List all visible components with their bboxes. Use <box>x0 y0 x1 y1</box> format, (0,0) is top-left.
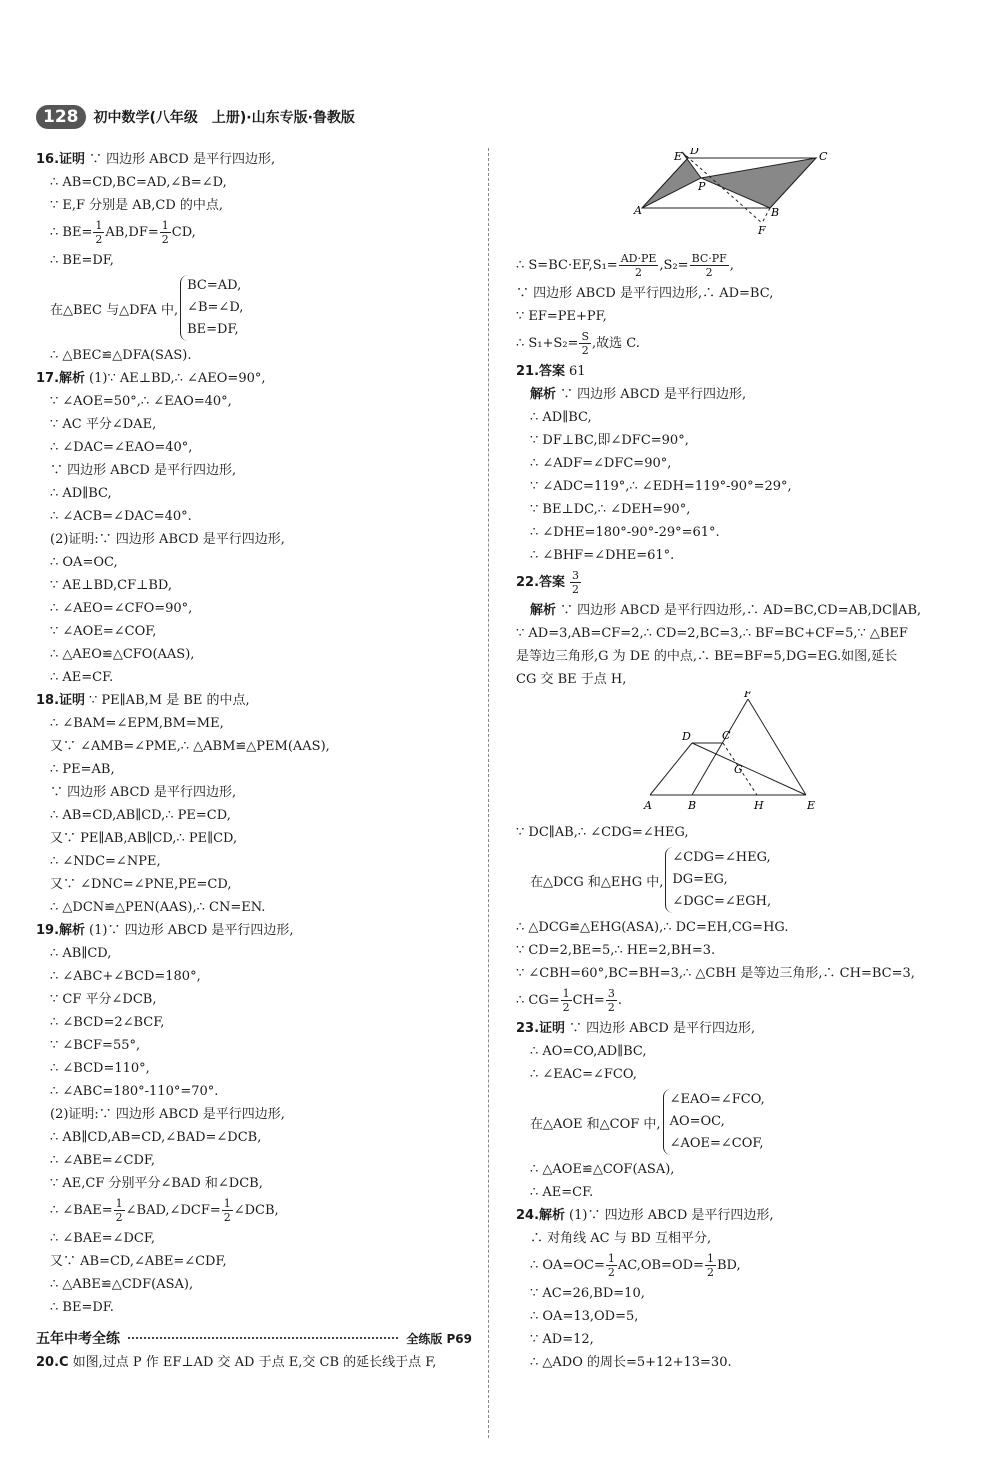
q20-label: 20.C <box>36 1355 69 1370</box>
eq: BC=AD, <box>187 278 242 293</box>
line: (2)证明:∵ 四边形 ABCD 是平行四边形, <box>50 1107 285 1122</box>
label-c: C <box>819 150 828 163</box>
q16-label: 16.证明 <box>36 152 86 167</box>
line: ∵ AC 平分∠DAE, <box>50 417 157 432</box>
q16-line2: ∴ AB=CD,BC=AD,∠B=∠D, <box>50 175 227 190</box>
line: ∵ AE⊥BD,CF⊥BD, <box>50 578 172 593</box>
line: ∴ ∠ABE=∠CDF, <box>50 1153 156 1168</box>
left-column <box>36 148 472 1374</box>
q21-label: 21.答案 <box>516 364 566 379</box>
line: 是等边三角形,G 为 DE 的中点,∴ BE=BF=5,DG=EG.如图,延长 <box>516 649 898 664</box>
line: ∴ ∠DHE=180°-90°-29°=61°. <box>530 525 720 540</box>
num: 3 <box>572 569 580 582</box>
eq: ∠B=∠D, <box>187 300 244 315</box>
line-fe <box>748 699 806 795</box>
text: . <box>617 993 622 1008</box>
fraction <box>606 987 617 1014</box>
text: ∵ PE∥AB,M 是 BE 的中点, <box>89 693 250 708</box>
num: AD·PE <box>620 252 657 265</box>
label-a: A <box>634 204 642 217</box>
line: ∴ ∠BAE=∠DCF, <box>50 1231 156 1246</box>
book-title: 初中数学(八年级 上册)·山东专版·鲁教版 <box>93 110 355 126</box>
text: ∵ 四边形 ABCD 是平行四边形, <box>89 152 276 167</box>
q21-line1 <box>516 383 976 406</box>
line: 又∵ PE∥AB,AB∥CD,∴ PE∥CD, <box>50 831 238 846</box>
line: ∴ ∠DAC=∠EAO=40°, <box>50 440 193 455</box>
line: CG 交 BE 于点 H, <box>516 672 627 687</box>
line: 又∵ ∠DNC=∠PNE,PE=CD, <box>50 877 232 892</box>
den: 2 <box>562 1001 570 1014</box>
q22-answer <box>516 567 976 599</box>
line: ∴ ∠BCD=2∠BCF, <box>50 1015 165 1030</box>
line: ∴ OA=OC, <box>50 555 118 570</box>
num: 1 <box>607 1252 615 1265</box>
line: ∴ △AOE≌△COF(ASA), <box>530 1162 675 1177</box>
den: 2 <box>705 266 713 279</box>
q17-line1 <box>36 367 472 390</box>
text: ∴ S₁+S₂= <box>516 336 579 351</box>
line: ∴ ∠ACB=∠DAC=40°. <box>50 509 192 524</box>
text: 如图,过点 P 作 EF⊥AD 交 AD 于点 E,交 CB 的延长线于点 F, <box>72 1355 437 1370</box>
text: BD, <box>716 1258 741 1273</box>
text: AC,OB=OD= <box>617 1258 704 1273</box>
text: (1)∵ AE⊥BD,∴ ∠AEO=90°, <box>89 371 266 386</box>
text: AB,DF= <box>105 225 159 240</box>
den: 2 <box>581 344 589 357</box>
line: ∴ ∠NDC=∠NPE, <box>50 854 161 869</box>
line-de <box>692 743 806 795</box>
q16-system <box>36 272 472 344</box>
fraction <box>579 330 591 357</box>
line: ∵ CD=2,BE=5,∴ HE=2,BH=3. <box>516 943 716 958</box>
num: 1 <box>562 987 570 1000</box>
text: CD, <box>171 225 196 240</box>
eq: BE=DF, <box>187 322 239 337</box>
q22-label: 22.答案 <box>516 575 566 590</box>
q16-line3: ∵ E,F 分别是 AB,CD 的中点, <box>50 198 224 213</box>
figure-parallelogram-p <box>516 148 976 246</box>
line: ∴ ∠BCD=110°, <box>50 1061 150 1076</box>
fraction <box>114 1197 125 1224</box>
q22-fraction-line <box>516 985 976 1017</box>
num: S <box>581 330 589 343</box>
den: 2 <box>607 1001 615 1014</box>
line: ∵ ∠AOE=∠COF, <box>50 624 157 639</box>
q18-line1 <box>36 689 472 712</box>
eq: ∠DGC=∠EGH, <box>672 894 772 909</box>
fraction <box>561 987 572 1014</box>
q23-label: 23.证明 <box>516 1021 566 1036</box>
den: 2 <box>706 1266 714 1279</box>
shaded-triangle-2 <box>701 158 816 208</box>
line: ∵ 四边形 ABCD 是平行四边形, <box>50 463 237 478</box>
label-f: F <box>744 691 752 700</box>
text: ∴ ∠BAE= <box>50 1203 113 1218</box>
answer: 61 <box>569 364 586 379</box>
q21-answer <box>516 360 976 383</box>
label-b: B <box>688 799 697 812</box>
den: 2 <box>115 1211 123 1224</box>
line: ∴ AD∥BC, <box>50 486 112 501</box>
line: ∵ 四边形 ABCD 是平行四边形,∴ AD=BC, <box>516 286 774 301</box>
line: ∴ AO=CO,AD∥BC, <box>530 1044 647 1059</box>
analysis-label: 解析 <box>530 603 557 618</box>
text: CH= <box>572 993 605 1008</box>
line: 又∵ ∠AMB=∠PME,∴ △ABM≌△PEM(AAS), <box>50 739 330 754</box>
extension-cb <box>762 208 770 223</box>
num: 1 <box>115 1197 123 1210</box>
text: ,S₂= <box>659 258 689 273</box>
q24-line1 <box>516 1204 976 1227</box>
den: 2 <box>161 233 169 246</box>
q23-system <box>516 1086 976 1158</box>
text: ∴ OA=OC= <box>530 1258 605 1273</box>
line: ∴ AE=CF. <box>530 1185 594 1200</box>
line: ∵ ∠ADC=119°,∴ ∠EDH=119°-90°=29°, <box>530 479 792 494</box>
q24-label: 24.解析 <box>516 1208 566 1223</box>
line: ∴ AD∥BC, <box>530 410 592 425</box>
line: ∴ AB∥CD, <box>50 946 112 961</box>
brace <box>665 847 771 913</box>
q16-line4 <box>36 217 472 249</box>
section-ref: 全练版 P69 <box>406 1331 472 1346</box>
q16-line1 <box>36 148 472 171</box>
label-e: E <box>674 150 683 163</box>
brace <box>180 275 243 341</box>
label-d: D <box>690 148 699 157</box>
text: 在△AOE 和△COF 中, <box>530 1116 661 1132</box>
line: ∵ EF=PE+PF, <box>516 309 607 324</box>
text: , <box>729 258 734 273</box>
fraction <box>705 1252 716 1279</box>
section-header <box>36 1325 472 1351</box>
line: ∴ PE=AB, <box>50 762 115 777</box>
text: ∵ 四边形 ABCD 是平行四边形,∴ AD=BC,CD=AB,DC∥AB, <box>560 603 922 618</box>
fraction <box>160 219 171 246</box>
line: (2)证明:∵ 四边形 ABCD 是平行四边形, <box>50 532 285 547</box>
label-e: E <box>807 799 816 812</box>
fraction <box>619 252 659 279</box>
column-divider <box>488 148 489 1438</box>
fraction <box>690 252 729 279</box>
label-f: F <box>758 224 766 237</box>
label-g: G <box>734 763 743 776</box>
brace <box>663 1089 765 1155</box>
eq: ∠EAO=∠FCO, <box>669 1092 765 1107</box>
line: ∴ ∠ABC=180°-110°=70°. <box>50 1084 219 1099</box>
fraction <box>222 1197 233 1224</box>
section-title: 五年中考全练 <box>36 1331 120 1347</box>
line: ∴ ∠ABC+∠BCD=180°, <box>50 969 201 984</box>
num: BC·PF <box>691 252 727 265</box>
q20-sum-line <box>516 328 976 360</box>
text: 在△BEC 与△DFA 中, <box>50 302 179 318</box>
line: ∵ BE⊥DC,∴ ∠DEH=90°, <box>530 502 691 517</box>
label-h: H <box>754 799 764 812</box>
text: (1)∵ 四边形 ABCD 是平行四边形, <box>569 1208 774 1223</box>
line: ∴ △ABE≌△CDF(ASA), <box>50 1277 194 1292</box>
text: ∠BAD,∠DCF= <box>125 1203 221 1218</box>
fraction <box>93 219 104 246</box>
q18-label: 18.证明 <box>36 693 86 708</box>
den: 2 <box>95 233 103 246</box>
text: 在△DCG 和△EHG 中, <box>530 874 664 890</box>
line: ∵ DF⊥BC,即∠DFC=90°, <box>530 433 689 448</box>
page-number: 128 <box>36 105 86 129</box>
line: ∴ ∠EAC=∠FCO, <box>530 1067 637 1082</box>
q24-fraction-line <box>516 1250 976 1282</box>
num: 1 <box>161 219 169 232</box>
den: 2 <box>607 1266 615 1279</box>
line: ∴ ∠ADF=∠DFC=90°, <box>530 456 672 471</box>
q22-system <box>516 844 976 916</box>
den: 2 <box>572 583 580 596</box>
q16-line6: ∴ △BEC≌△DFA(SAS). <box>50 348 192 363</box>
text: ∴ S=BC·EF,S₁= <box>516 258 618 273</box>
q23-line1 <box>516 1017 976 1040</box>
right-column <box>516 148 976 1374</box>
label-c: C <box>722 729 731 742</box>
num: 1 <box>223 1197 231 1210</box>
text: ∵ 四边形 ABCD 是平行四边形, <box>569 1021 756 1036</box>
eq: DG=EG, <box>672 872 728 887</box>
q19-fraction-line <box>36 1195 472 1227</box>
eq: ∠CDG=∠HEG, <box>672 850 771 865</box>
page-header <box>36 104 355 130</box>
line: ∴ △AEO≌△CFO(AAS), <box>50 647 195 662</box>
q20-line1 <box>36 1351 472 1374</box>
eq: ∠AOE=∠COF, <box>669 1136 764 1151</box>
line: ∴ ∠BAM=∠EPM,BM=ME, <box>50 716 224 731</box>
q16-line5: ∴ BE=DF, <box>50 253 114 268</box>
line: ∵ AD=12, <box>530 1332 594 1347</box>
line: 又∵ AB=CD,∠ABE=∠CDF, <box>50 1254 227 1269</box>
q20-area-line <box>516 250 976 282</box>
text: ∵ 四边形 ABCD 是平行四边形, <box>560 387 747 402</box>
label-a: A <box>644 799 652 812</box>
label-d: D <box>682 730 691 743</box>
line: ∵ ∠AOE=50°,∴ ∠EAO=40°, <box>50 394 232 409</box>
den: 2 <box>635 266 643 279</box>
line: ∴ ∠BHF=∠DHE=61°. <box>530 548 675 563</box>
num: 1 <box>706 1252 714 1265</box>
eq: AO=OC, <box>669 1114 725 1129</box>
line-ad <box>650 743 692 795</box>
line: ∴ BE=DF. <box>50 1300 114 1315</box>
line: ∵ ∠BCF=55°, <box>50 1038 141 1053</box>
q19-label: 19.解析 <box>36 923 86 938</box>
line: ∴ △DCN≌△PEN(AAS),∴ CN=EN. <box>50 900 266 915</box>
q17-label: 17.解析 <box>36 371 86 386</box>
line: ∵ AD=3,AB=CF=2,∴ CD=2,BC=3,∴ BF=BC+CF=5,∵ △BEF <box>516 626 908 641</box>
line: ∵ DC∥AB,∴ ∠CDG=∠HEG, <box>516 825 689 840</box>
fraction <box>606 1252 617 1279</box>
line: ∴ AE=CF. <box>50 670 114 685</box>
line: ∵ AC=26,BD=10, <box>530 1286 645 1301</box>
line: ∵ AE,CF 分别平分∠BAD 和∠DCB, <box>50 1176 263 1191</box>
dotted-leader <box>128 1337 398 1339</box>
text: ,故选 C. <box>591 336 640 351</box>
text: ∴ CG= <box>516 993 560 1008</box>
figure-triangle-bef <box>516 691 976 817</box>
analysis-label: 解析 <box>530 387 557 402</box>
text: ∠DCB, <box>233 1203 279 1218</box>
line: ∵ ∠CBH=60°,BC=BH=3,∴ △CBH 是等边三角形,∴ CH=BC=3, <box>516 966 915 981</box>
line: ∴ △ADO 的周长=5+12+13=30. <box>530 1355 732 1370</box>
line: ∴ AB∥CD,AB=CD,∠BAD=∠DCB, <box>50 1130 262 1145</box>
q22-line1 <box>516 599 976 622</box>
line: ∴ 对角线 AC 与 BD 互相平分, <box>530 1231 712 1246</box>
line: ∴ △DCG≌△EHG(ASA),∴ DC=EH,CG=HG. <box>516 920 789 935</box>
text: ∴ BE= <box>50 225 93 240</box>
label-b: B <box>771 206 780 219</box>
label-p: P <box>698 180 706 193</box>
line: ∴ ∠AEO=∠CFO=90°, <box>50 601 193 616</box>
den: 2 <box>223 1211 231 1224</box>
num: 3 <box>607 987 615 1000</box>
num: 1 <box>95 219 103 232</box>
fraction <box>570 569 581 596</box>
line: ∴ AB=CD,AB∥CD,∴ PE=CD, <box>50 808 231 823</box>
text: (1)∵ 四边形 ABCD 是平行四边形, <box>89 923 294 938</box>
line: ∴ OA=13,OD=5, <box>530 1309 639 1324</box>
q19-line1 <box>36 919 472 942</box>
line: ∵ CF 平分∠DCB, <box>50 992 157 1007</box>
line: ∵ 四边形 ABCD 是平行四边形, <box>50 785 237 800</box>
